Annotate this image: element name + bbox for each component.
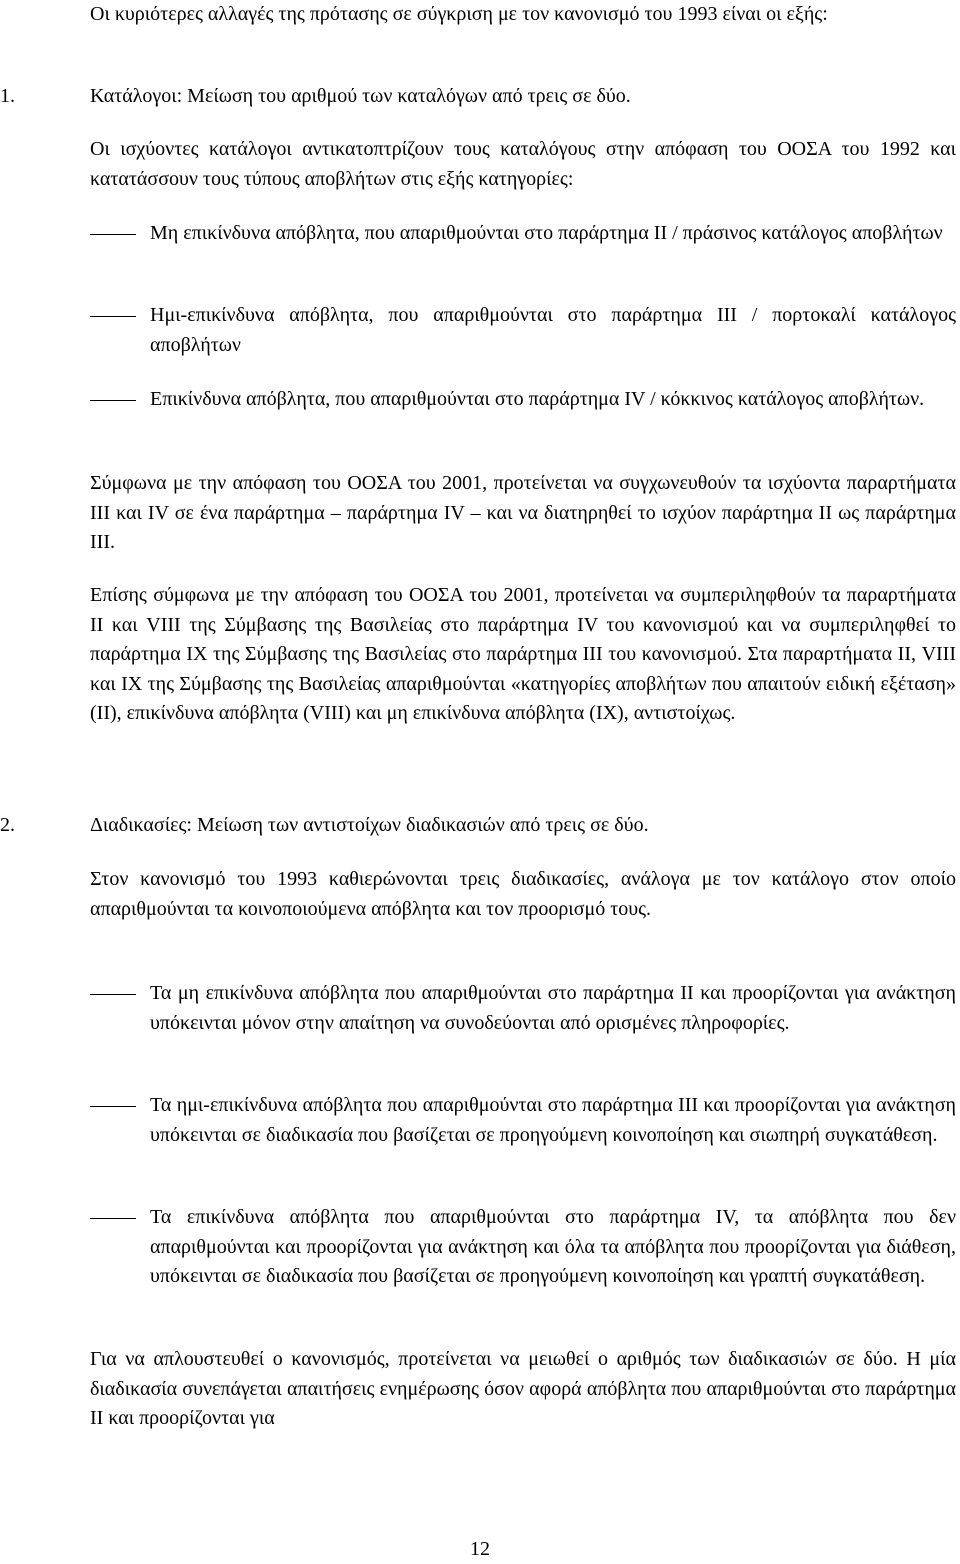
section-1-paragraph: Οι ισχύοντες κατάλογοι αντικατοπτρίζουν τους καταλόγους στην απόφαση του ΟΟΣΑ του 1992 και κατατάσσουν τους τύπους αποβλήτων στις εξής κατηγορίες:	[90, 138, 956, 190]
section-2-paragraph-2: Για να απλουστευθεί ο κανονισμός, προτείνεται να μειωθεί ο αριθμός των διαδικασιών σε δύο. Η μία διαδικασία συνεπάγεται απαιτήσεις ενημέρωσης όσον αφορά απόβλητα που απαριθμούνται στο παράρτημα ΙΙ και προορίζονται για	[90, 1348, 956, 1429]
section-2-title: Διαδικασίες: Μείωση των αντιστοίχων διαδικασιών από τρεις σε δύο.	[90, 814, 649, 836]
list-item-text: Τα επικίνδυνα απόβλητα που απαριθμούνται στο παράρτημα ΙV, τα απόβλητα που δεν απαριθμούνται και προορίζονται για ανάκτηση και όλα τα απόβλητα που προορίζονται για διάθεση, υπόκεινται σε διαδικασία που βασίζεται σε προηγούμενη κοινοποίηση και γραπτή συγκατάθεση.	[150, 1206, 956, 1287]
section-1-paragraph-3: Επίσης σύμφωνα με την απόφαση του ΟΟΣΑ του 2001, προτείνεται να συμπεριληφθούν τα παραρτήματα ΙΙ και VIII της Σύμβασης της Βασιλείας στο παράρτημα IV του κανονισμού και να συμπεριληφθεί το παράρτημα IX της Σύμβασης της Βασιλείας στο παράρτημα ΙΙΙ του κανονισμού. Στα παραρτήματα ΙΙ, VIII και IX της Σύμβασης της Βασιλείας απαριθμούνται «κατηγορίες αποβλήτων που απαιτούν ειδική εξέταση» (ΙΙ), επικίνδυνα απόβλητα (VIII) και μη επικίνδυνα απόβλητα (ΙΧ), αντιστοίχως.	[90, 584, 956, 724]
list-item-text: Τα μη επικίνδυνα απόβλητα που απαριθμούνται στο παράρτημα ΙΙ και προορίζονται για ανάκτηση υπόκεινται μόνον στην απαίτηση να συνοδεύονται από ορισμένες πληροφορίες.	[150, 982, 956, 1034]
list-item	[90, 979, 956, 1069]
section-1-heading	[0, 82, 960, 112]
list-item	[90, 1091, 956, 1181]
section-1-number: 1.	[0, 85, 15, 107]
list-item-text: Επικίνδυνα απόβλητα, που απαριθμούνται στο παράρτημα ΙV / κόκκινος κατάλογος αποβλήτων.	[150, 388, 925, 410]
section-1-title: Κατάλογοι: Μείωση του αριθμού των καταλόγων από τρεις σε δύο.	[90, 85, 631, 107]
section-2-heading	[0, 811, 960, 841]
list-item-text: Τα ημι-επικίνδυνα απόβλητα που απαριθμούνται στο παράρτημα ΙΙΙ και προορίζονται για ανάκτηση υπόκεινται σε διαδικασία που βασίζεται σε προηγούμενη κοινοποίηση και σιωπηρή συγκατάθεση.	[150, 1094, 956, 1146]
intro-paragraph: Οι κυριότερες αλλαγές της πρότασης σε σύγκριση με τον κανονισμό του 1993 είναι οι εξής:	[90, 3, 828, 25]
list-item	[90, 1203, 956, 1323]
list-item	[90, 219, 956, 279]
list-item	[90, 385, 956, 445]
list-item-text: Ημι-επικίνδυνα απόβλητα, που απαριθμούνται στο παράρτημα ΙΙΙ / πορτοκαλί κατάλογος αποβλήτων	[150, 304, 956, 356]
section-2-number: 2.	[0, 814, 15, 836]
list-item-text: Μη επικίνδυνα απόβλητα, που απαριθμούνται στο παράρτημα ΙΙ / πράσινος κατάλογος αποβλήτων	[150, 222, 943, 244]
section-1-paragraph-2: Σύμφωνα με την απόφαση του ΟΟΣΑ του 2001, προτείνεται να συγχωνευθούν τα ισχύοντα παραρτήματα ΙΙΙ και ΙV σε ένα παράρτημα – παράρτημα ΙV – και να διατηρηθεί το ισχύον παράρτημα ΙΙ ως παράρτημα ΙΙΙ.	[90, 472, 956, 553]
list-item	[90, 301, 956, 361]
page-number: 12	[470, 1538, 490, 1560]
section-2-paragraph: Στον κανονισμό του 1993 καθιερώνονται τρεις διαδικασίες, ανάλογα με τον κατάλογο στον οποίο απαριθμούνται τα κοινοποιούμενα απόβλητα και τον προορισμό τους.	[90, 868, 956, 920]
